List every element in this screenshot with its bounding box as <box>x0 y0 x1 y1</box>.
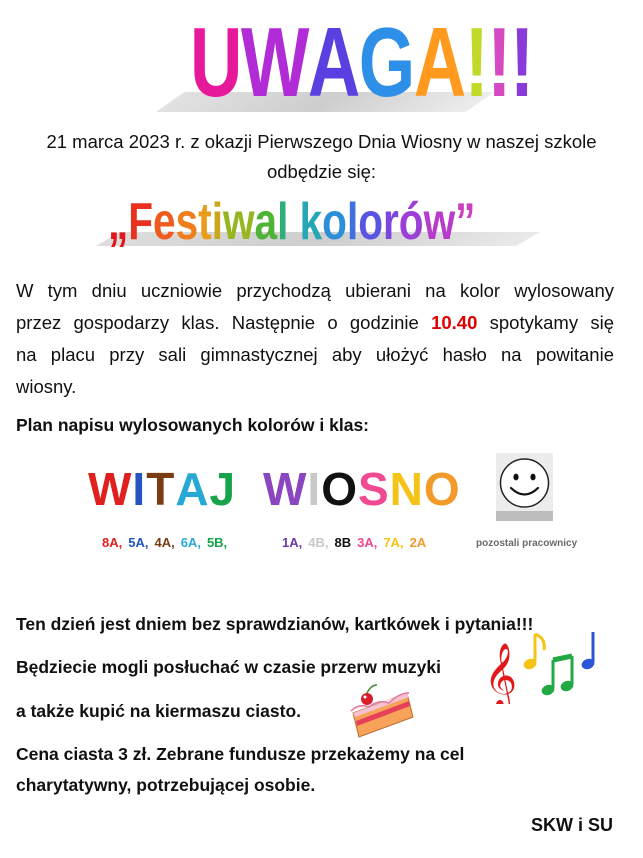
wiosno-letter-5: O <box>423 463 461 515</box>
paragraph-line-3: na placu przy sali gimnastycznej aby ułożyć hasło na powitanie <box>16 344 614 365</box>
festival-letter-7: a <box>254 193 278 251</box>
paragraph-line-2-start: przez gospodarzy klas. Następnie o godzinie <box>16 312 432 333</box>
class-label-3: 6A, <box>180 535 201 550</box>
title-letter-4: A <box>413 7 465 117</box>
festival-letter-13: o <box>358 193 384 251</box>
festival-letters <box>108 192 475 252</box>
description-paragraph <box>16 275 614 403</box>
svg-text:𝄞: 𝄞 <box>484 643 518 704</box>
title-letter-5: ! <box>464 7 488 117</box>
title-letter-2: A <box>307 7 359 117</box>
festival-title <box>100 192 550 262</box>
price-line-2: charytatywny, potrzebującej osobie. <box>16 775 316 795</box>
cake-line: a także kupić na kiermaszu ciasto. <box>16 701 301 721</box>
wiosno-letter-1: I <box>307 463 322 515</box>
meeting-time: 10.40 <box>431 312 478 333</box>
witaj-letter-4: J <box>209 463 237 515</box>
class-label-1: 4B, <box>308 535 329 550</box>
title-letter-7: ! <box>509 7 533 117</box>
festival-letter-5: i <box>211 193 223 251</box>
wiosno-letter-3: S <box>357 463 390 515</box>
festival-letter-2: e <box>153 193 176 251</box>
smiley-face-icon <box>496 453 553 521</box>
signature: SKW i SU <box>530 815 613 835</box>
word-wiosno <box>263 462 461 516</box>
paragraph-line-2-end: spotykamy się <box>477 312 614 333</box>
class-label-0: 1A, <box>282 535 303 550</box>
intro-line-2: odbędzie się: <box>266 161 377 182</box>
festival-letter-17: ” <box>455 193 476 251</box>
classes-witaj <box>102 534 233 552</box>
wiosno-letter-0: W <box>263 463 308 515</box>
festival-letter-14: r <box>383 193 399 251</box>
price-line-1: Cena ciasta 3 zł. Zebrane fundusze przekażemy na cel <box>16 744 465 764</box>
festival-letter-10: k <box>299 193 323 251</box>
wiosno-letter-2: O <box>321 463 358 515</box>
festival-letter-0: „ <box>108 193 129 251</box>
festival-letter-4: t <box>198 193 212 251</box>
witaj-letter-2: T <box>146 463 176 515</box>
title-letter-3: G <box>358 7 414 117</box>
class-label-5: 2A <box>409 535 427 550</box>
title-letter-1: W <box>240 7 308 117</box>
class-label-2: 8B <box>334 535 352 550</box>
witaj-letter-0: W <box>88 463 133 515</box>
witaj-letter-1: I <box>132 463 147 515</box>
plan-heading: Plan napisu wylosowanych kolorów i klas: <box>16 415 370 435</box>
paragraph-line-2 <box>16 307 614 339</box>
title-letter-6: ! <box>487 7 510 117</box>
class-label-4: 5B, <box>206 535 228 550</box>
festival-letter-6: w <box>222 193 255 251</box>
music-line: Będziecie mogli posłuchać w czasie przerw muzyki <box>16 657 442 677</box>
class-label-4: 7A, <box>383 535 404 550</box>
festival-letter-15: ó <box>398 193 424 251</box>
class-label-1: 5A, <box>128 535 149 550</box>
music-notes-icon <box>484 624 604 704</box>
word-witaj <box>88 462 236 516</box>
intro-line-1: 21 marca 2023 r. z okazji Pierwszego Dnia Wiosny w naszej szkole <box>46 131 597 152</box>
festival-letter-12: l <box>346 193 359 251</box>
witaj-letter-3: A <box>175 463 210 515</box>
festival-letter-16: w <box>423 193 456 251</box>
paragraph-line-1: W tym dniu uczniowie przychodzą ubierani na kolor wylosowany <box>16 280 614 301</box>
festival-letter-9 <box>288 192 299 252</box>
title-letter-0: U <box>190 7 241 117</box>
festival-letter-11: o <box>322 193 347 251</box>
cake-slice-icon <box>347 681 419 741</box>
paragraph-line-4: wiosny. <box>16 376 77 397</box>
class-label-3: 3A, <box>357 535 378 550</box>
class-label-0: 8A, <box>102 535 123 550</box>
wiosno-letter-4: N <box>389 463 424 515</box>
staff-label: pozostali pracownicy <box>476 538 578 549</box>
classes-wiosno <box>282 534 432 552</box>
festival-letter-1: F <box>128 193 154 251</box>
no-tests-line: Ten dzień jest dniem bez sprawdzianów, kartkówek i pytania!!! <box>16 614 534 634</box>
announcement-title <box>150 7 533 118</box>
class-label-2: 4A, <box>154 535 175 550</box>
title-letters <box>190 7 533 117</box>
festival-letter-3: s <box>175 193 199 251</box>
festival-letter-8: l <box>277 193 289 251</box>
